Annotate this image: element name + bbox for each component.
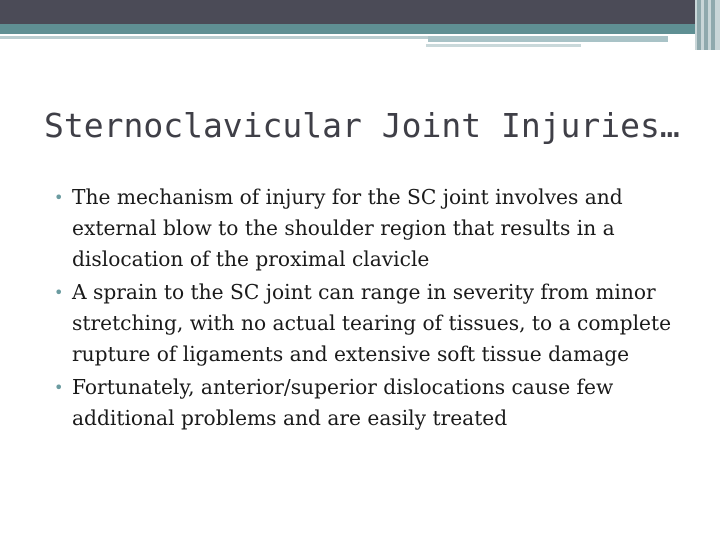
bullet-dot-icon: • xyxy=(54,188,64,207)
header-edge-stripe xyxy=(711,0,715,50)
header-accent-line xyxy=(0,36,430,39)
bullet-dot-icon: • xyxy=(54,283,64,302)
header-edge-block xyxy=(695,0,720,50)
bullet-text: A sprain to the SC joint can range in severity from minor stretching, with no actual tearing of tissues, to a complete rupture of ligaments and extensive soft tissue damage xyxy=(72,280,672,366)
header-decoration-band xyxy=(0,0,720,50)
header-edge-stripe xyxy=(697,0,701,50)
bullet-item xyxy=(54,277,694,370)
header-accent-line xyxy=(428,36,668,42)
bullet-item xyxy=(54,182,694,275)
slide-title: Sternoclavicular Joint Injuries… xyxy=(44,106,680,145)
header-accent-line xyxy=(426,44,581,47)
bullet-text: The mechanism of injury for the SC joint involves and external blow to the shoulder region that results in a dislocation of the proximal clavicle xyxy=(72,185,623,271)
header-teal-stripe xyxy=(0,24,720,34)
bullet-dot-icon: • xyxy=(54,378,64,397)
header-edge-stripe xyxy=(704,0,708,50)
bullet-list xyxy=(54,182,694,436)
bullet-item xyxy=(54,372,694,434)
bullet-text: Fortunately, anterior/superior dislocations cause few additional problems and are easily treated xyxy=(72,375,614,430)
header-dark-stripe xyxy=(0,0,720,24)
